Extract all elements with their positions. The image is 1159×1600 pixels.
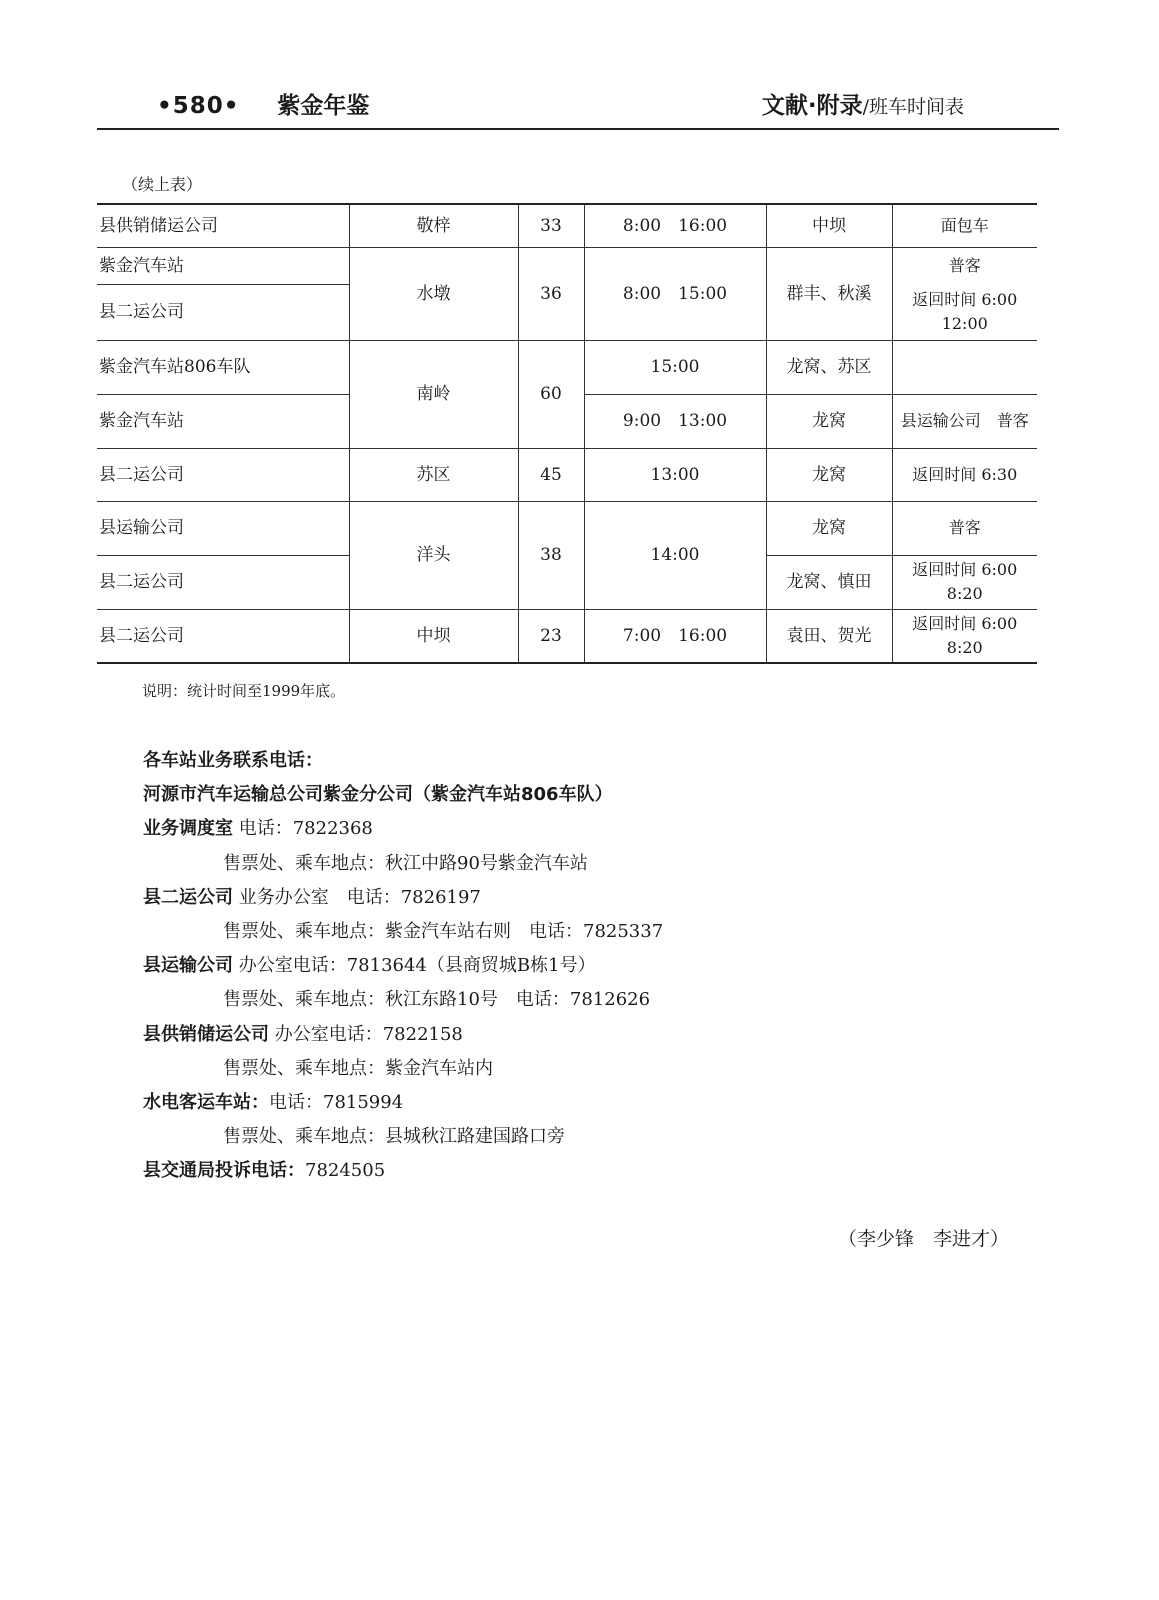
contact-label: 县交通局投诉电话： [143, 1160, 305, 1182]
contact-line [143, 1018, 1043, 1052]
table-footnote: 说明：统计时间至1999年底。 [142, 682, 346, 700]
note-cell: 返回时间 6:30 [892, 448, 1037, 501]
contact-line [143, 949, 1043, 983]
company-name: 河源市汽车运输总公司紫金分公司（紫金汽车站806车队） [143, 784, 613, 806]
contact-text: 办公室电话：7822158 [269, 1023, 463, 1045]
table-row [97, 609, 1037, 663]
company-cell: 紫金汽车站806车队 [97, 340, 349, 394]
book-title: 紫金年鉴 [277, 93, 370, 119]
table-row [97, 340, 1037, 394]
company-cell: 县二运公司 [97, 448, 349, 501]
contact-line [143, 881, 1043, 915]
via-cell: 龙窝、苏区 [766, 340, 892, 394]
company-cell: 县二运公司 [97, 555, 349, 609]
company-cell: 紫金汽车站 [97, 247, 349, 284]
header-right [762, 87, 964, 120]
destination-cell: 苏区 [349, 448, 518, 501]
distance-cell: 38 [518, 501, 584, 609]
via-cell: 群丰、秋溪 [766, 247, 892, 340]
note-cell: 返回时间 6:00 8:20 [892, 609, 1037, 663]
authors: （李少锋 李进才） [838, 1228, 1010, 1250]
contact-label: 县运输公司 [143, 955, 233, 977]
table-row [97, 501, 1037, 555]
contact-line [143, 1086, 1043, 1120]
note-cell: 返回时间 6:00 8:20 [892, 555, 1037, 609]
table-row [97, 448, 1037, 501]
ticket-office-line: 售票处、乘车地点：紫金汽车站右则 电话：7825337 [223, 920, 664, 942]
via-cell: 龙窝 [766, 394, 892, 448]
page-number: •580• [157, 93, 240, 119]
departure-cell: 13:00 [584, 448, 766, 501]
header-left [157, 87, 369, 120]
contact-text: 电话：7822368 [233, 818, 373, 840]
contact-text: 业务办公室 电话：7826197 [233, 886, 481, 908]
departure-cell: 7:00 16:00 [584, 609, 766, 663]
table-row [97, 204, 1037, 247]
via-cell: 中坝 [766, 204, 892, 247]
destination-cell: 洋头 [349, 501, 518, 609]
contact-label: 业务调度室 [143, 818, 233, 840]
contacts-heading: 各车站业务联系电话： [143, 750, 323, 771]
distance-cell: 23 [518, 609, 584, 663]
note-cell: 普客 [892, 501, 1037, 555]
departure-cell: 14:00 [584, 501, 766, 609]
distance-cell: 33 [518, 204, 584, 247]
distance-cell: 45 [518, 448, 584, 501]
contact-text: 7824505 [305, 1160, 386, 1182]
section-title: 文献·附录 [761, 93, 863, 119]
company-cell: 县二运公司 [97, 284, 349, 340]
company-cell: 县运输公司 [97, 501, 349, 555]
via-cell: 袁田、贺光 [766, 609, 892, 663]
note-cell: 面包车 [892, 204, 1037, 247]
continued-label: （续上表） [122, 175, 203, 194]
company-cell: 县供销储运公司 [97, 204, 349, 247]
schedule-table [97, 203, 1037, 664]
via-cell: 龙窝 [766, 501, 892, 555]
contact-label: 水电客运车站： [143, 1091, 269, 1113]
note-cell: 普客 [892, 247, 1037, 284]
section-subtitle: /班车时间表 [862, 96, 964, 118]
departure-cell: 8:00 16:00 [584, 204, 766, 247]
via-cell: 龙窝、慎田 [766, 555, 892, 609]
table-row [97, 247, 1037, 284]
destination-cell: 南岭 [349, 340, 518, 448]
departure-cell: 9:00 13:00 [584, 394, 766, 448]
destination-cell: 水墩 [349, 247, 518, 340]
departure-cell: 8:00 15:00 [584, 247, 766, 340]
departure-cell: 15:00 [584, 340, 766, 394]
company-cell: 县二运公司 [97, 609, 349, 663]
distance-cell: 60 [518, 340, 584, 448]
ticket-office-line: 售票处、乘车地点：紫金汽车站内 [223, 1057, 493, 1079]
note-cell: 县运输公司 普客 [892, 394, 1037, 448]
contact-label: 县供销储运公司 [143, 1023, 269, 1045]
destination-cell: 中坝 [349, 609, 518, 663]
contact-text: 办公室电话：7813644（县商贸城B栋1号） [233, 955, 596, 977]
contacts-section [143, 744, 1043, 1188]
note-cell [892, 340, 1037, 394]
ticket-office-line: 售票处、乘车地点：秋江中路90号紫金汽车站 [223, 852, 588, 874]
note-cell: 返回时间 6:00 12:00 [892, 284, 1037, 340]
page-header [97, 88, 1059, 130]
contact-line [143, 812, 1043, 846]
destination-cell: 敬梓 [349, 204, 518, 247]
contact-text: 电话：7815994 [269, 1091, 404, 1113]
ticket-office-line: 售票处、乘车地点：秋江东路10号 电话：7812626 [223, 989, 651, 1011]
ticket-office-line: 售票处、乘车地点：县城秋江路建国路口旁 [223, 1126, 565, 1148]
company-cell: 紫金汽车站 [97, 394, 349, 448]
contact-line [143, 1154, 1043, 1188]
via-cell: 龙窝 [766, 448, 892, 501]
distance-cell: 36 [518, 247, 584, 340]
contact-label: 县二运公司 [143, 886, 233, 908]
